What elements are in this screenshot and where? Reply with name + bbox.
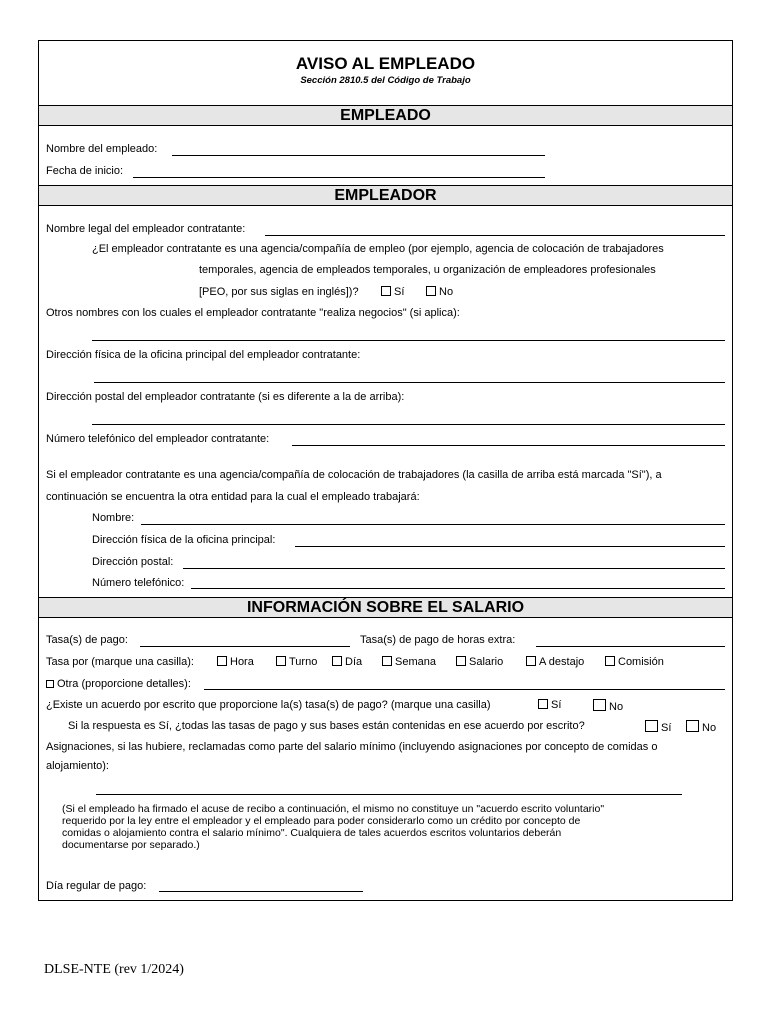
employer-legal-name-label: Nombre legal del empleador contratante: <box>46 223 246 235</box>
written-no-option[interactable] <box>593 699 623 713</box>
otra-details-field[interactable] <box>204 689 725 690</box>
other-entity-mailing-field[interactable] <box>183 568 725 569</box>
agreement-note-line-2: requerido por la ley entre el empleador y el empleado para poder considerarlo como un crédito por concepto de <box>62 815 581 827</box>
agency-no-label: No <box>439 286 454 298</box>
semana-checkbox[interactable] <box>382 656 392 666</box>
other-entity-mailing-label: Dirección postal: <box>92 556 174 568</box>
mailing-address-label: Dirección postal del empleador contratante (si es diferente a la de arriba): <box>46 391 405 403</box>
employer-phone-label: Número telefónico del empleador contratante: <box>46 433 270 445</box>
agency-yes-checkbox[interactable] <box>381 286 391 296</box>
option-dia[interactable] <box>332 656 362 668</box>
start-date-label: Fecha de inicio: <box>46 165 124 177</box>
turno-label: Turno <box>289 656 318 668</box>
agency-yes-option[interactable] <box>381 286 404 298</box>
all-rates-yes-label: Sí <box>661 722 672 734</box>
other-entity-name-label: Nombre: <box>92 512 135 524</box>
other-entity-physical-label: Dirección física de la oficina principal: <box>92 534 276 546</box>
all-rates-yes-option[interactable] <box>645 720 671 734</box>
allowances-line-2: alojamiento): <box>46 760 109 772</box>
overtime-rate-field[interactable] <box>536 646 725 647</box>
employer-section-heading: EMPLEADOR <box>39 185 732 206</box>
comision-checkbox[interactable] <box>605 656 615 666</box>
destajo-checkbox[interactable] <box>526 656 536 666</box>
pay-rate-field[interactable] <box>140 646 350 647</box>
all-rates-yes-checkbox[interactable] <box>645 720 658 732</box>
written-yes-checkbox[interactable] <box>538 699 548 709</box>
form-subtitle: Sección 2810.5 del Código de Trabajo <box>300 75 471 86</box>
written-no-label: No <box>609 701 624 713</box>
employer-phone-field[interactable] <box>292 445 725 446</box>
pay-rate-label: Tasa(s) de pago: <box>46 634 128 646</box>
dia-label: Día <box>345 656 363 668</box>
agency-question-line-2: temporales, agencia de empleados temporales, u organización de empleadores profesionales <box>199 264 656 276</box>
all-rates-question: Si la respuesta es Sí, ¿todas las tasas de pago y sus bases están contenidas en ese acuerdo por escrito? <box>68 720 585 732</box>
employer-legal-name-field[interactable] <box>265 235 725 236</box>
comision-label: Comisión <box>618 656 664 668</box>
agreement-note <box>62 803 702 851</box>
option-turno[interactable] <box>276 656 317 668</box>
physical-address-field[interactable] <box>94 382 725 383</box>
payday-label: Día regular de pago: <box>46 880 147 892</box>
all-rates-no-option[interactable] <box>686 720 716 734</box>
agency-question-line-1: ¿El empleador contratante es una agencia/compañía de empleo (por ejemplo, agencia de colocación de trabajadores <box>92 243 664 255</box>
written-no-checkbox[interactable] <box>593 699 606 711</box>
employee-section-heading: EMPLEADO <box>39 105 732 126</box>
all-rates-no-checkbox[interactable] <box>686 720 699 732</box>
form-title: AVISO AL EMPLEADO <box>295 54 476 73</box>
rate-by-label: Tasa por (marque una casilla): <box>46 656 194 668</box>
other-names-label: Otros nombres con los cuales el empleador contratante "realiza negocios" (si aplica): <box>46 307 460 319</box>
agreement-note-line-4: documentarse por separado.) <box>62 839 200 851</box>
wage-section-heading: INFORMACIÓN SOBRE EL SALARIO <box>39 597 732 618</box>
hora-checkbox[interactable] <box>217 656 227 666</box>
destajo-label: A destajo <box>539 656 585 668</box>
written-yes-label: Sí <box>551 699 562 711</box>
start-date-field[interactable] <box>133 177 545 178</box>
salario-checkbox[interactable] <box>456 656 466 666</box>
agency-question-line-3: [PEO, por sus siglas en inglés])? <box>199 286 359 298</box>
form-id-footer: DLSE-NTE (rev 1/2024) <box>44 962 184 977</box>
agreement-note-line-1: (Si el empleado ha firmado el acuse de recibo a continuación, el mismo no constituye un "acuerdo escrito voluntario" <box>62 803 605 815</box>
written-agreement-question: ¿Existe un acuerdo por escrito que proporcione la(s) tasa(s) de pago? (marque una casilla) <box>46 699 491 711</box>
mailing-address-field[interactable] <box>92 424 725 425</box>
all-rates-no-label: No <box>702 722 717 734</box>
physical-address-label: Dirección física de la oficina principal del empleador contratante: <box>46 349 361 361</box>
employee-name-label: Nombre del empleado: <box>46 143 158 155</box>
notice-form <box>38 40 733 901</box>
otra-checkbox[interactable] <box>46 680 54 688</box>
semana-label: Semana <box>395 656 436 668</box>
turno-checkbox[interactable] <box>276 656 286 666</box>
overtime-rate-label: Tasa(s) de pago de horas extra: <box>360 634 516 646</box>
salario-label: Salario <box>469 656 504 668</box>
agency-yes-label: Sí <box>394 286 405 298</box>
payday-field[interactable] <box>159 891 363 892</box>
option-destajo[interactable] <box>526 656 584 668</box>
other-entity-physical-field[interactable] <box>295 546 725 547</box>
option-hora[interactable] <box>217 656 254 668</box>
staffing-note-line-1: Si el empleador contratante es una agencia/compañía de colocación de trabajadores (la casilla de arriba está marcada "Sí"), a <box>46 469 662 481</box>
allowances-field[interactable] <box>96 794 682 795</box>
option-semana[interactable] <box>382 656 436 668</box>
option-otra[interactable] <box>46 679 191 690</box>
other-names-field[interactable] <box>92 340 725 341</box>
agreement-note-line-3: comidas o alojamiento contra el salario mínimo". Cualquiera de tales acuerdos escritos voluntarios deberán <box>62 827 562 839</box>
option-comision[interactable] <box>605 656 664 668</box>
staffing-note-line-2: continuación se encuentra la otra entidad para la cual el empleado trabajará: <box>46 491 420 503</box>
employee-name-field[interactable] <box>172 155 545 156</box>
written-yes-option[interactable] <box>538 699 561 711</box>
otra-label: Otra (proporcione detalles): <box>57 678 191 690</box>
option-salario[interactable] <box>456 656 503 668</box>
other-entity-phone-field[interactable] <box>191 588 725 589</box>
other-entity-phone-label: Número telefónico: <box>92 577 185 589</box>
agency-no-option[interactable] <box>426 286 453 298</box>
dia-checkbox[interactable] <box>332 656 342 666</box>
other-entity-name-field[interactable] <box>141 524 725 525</box>
allowances-line-1: Asignaciones, si las hubiere, reclamadas como parte del salario mínimo (incluyendo asignaciones por concepto de comidas o <box>46 741 658 753</box>
hora-label: Hora <box>230 656 254 668</box>
agency-no-checkbox[interactable] <box>426 286 436 296</box>
